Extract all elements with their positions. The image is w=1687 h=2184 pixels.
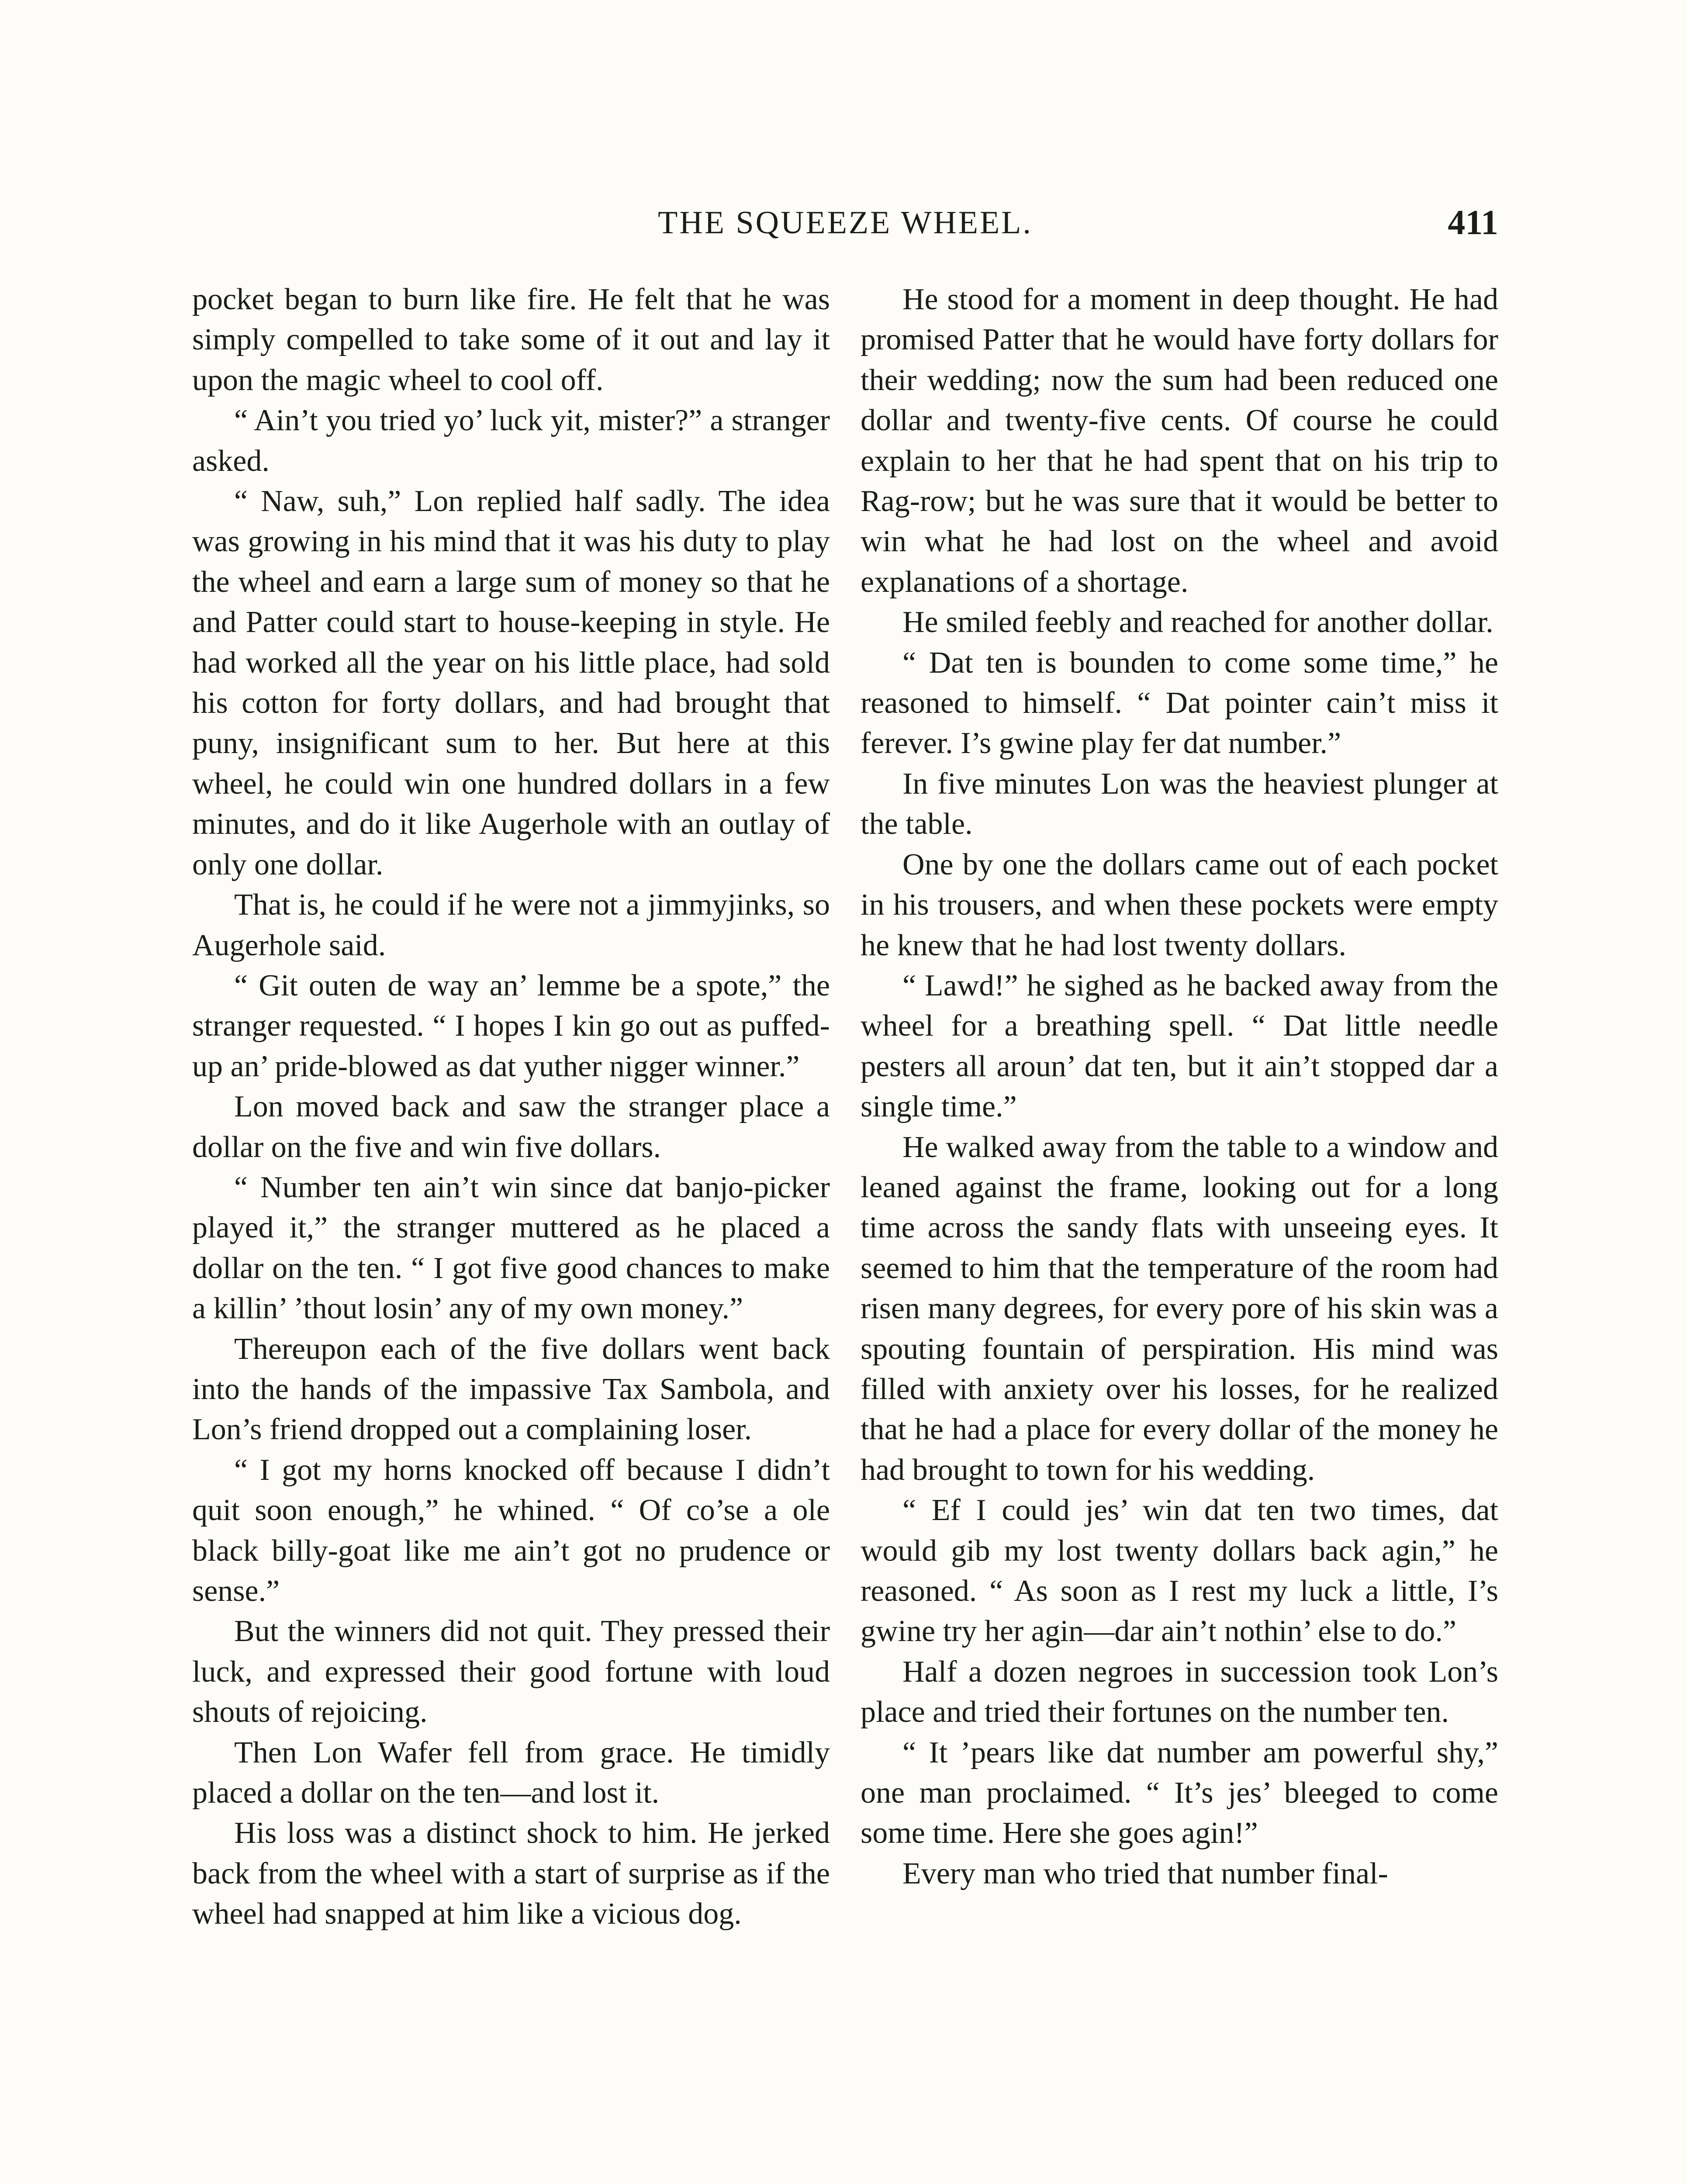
paragraph: Every man who tried that number final- (902, 1856, 1388, 1890)
paragraph: His loss was a distinct shock to him. He jerked back from the wheel with a start of surprise as if the wheel had snapped at him like a vicious dog. (192, 1816, 830, 1931)
left-column (192, 280, 830, 1935)
paragraph: “ Ain’t you tried yo’ luck yit, mister?” a stranger asked. (192, 404, 830, 478)
paragraph: He walked away from the table to a window and leaned against the frame, looking out for a long time across the sandy flats with unseeing eyes. It seemed to him that the temperature of the room had risen many degrees, for every pore of his skin was a spouting fountain of perspiration. His mind was filled with anxiety over his losses, for he realized that he had a place for every dollar of the money he had brought to town for his wedding. (861, 1130, 1498, 1487)
paragraph: “ Number ten ain’t win since dat banjo-picker played it,” the stranger muttered as he placed a dollar on the ten. “ I got five good chances to make a killin’ ’thout losin’ any of my own money.” (192, 1170, 830, 1326)
paragraph: “ Ef I could jes’ win dat ten two times, dat would gib my lost twenty dollars back agin,” he reasoned. “ As soon as I rest my luck a little, I’s gwine try her agin—dar ain’t nothin’ else to do.” (861, 1493, 1498, 1648)
paragraph: “ Git outen de way an’ lemme be a spote,” the stranger requested. “ I hopes I kin go out as puffed-up an’ pride-blowed as dat yuther nigger winner.” (192, 968, 830, 1083)
paragraph: But the winners did not quit. They pressed their luck, and expressed their good fortune with loud shouts of rejoicing. (192, 1614, 830, 1729)
paragraph: “ Naw, suh,” Lon replied half sadly. The idea was growing in his mind that it was his duty to play the wheel and earn a large sum of money so that he and Patter could start to house-keeping in style. He had worked all the year on his little place, had sold his cotton for forty dollars, and had brought that puny, insignificant sum to her. But here at this wheel, he could win one hundred dollars in a few minutes, and do it like Augerhole with an outlay of only one dollar. (192, 484, 830, 881)
paragraph: In five minutes Lon was the heaviest plunger at the table. (861, 767, 1498, 841)
right-column (861, 280, 1498, 1894)
paragraph: One by one the dollars came out of each pocket in his trousers, and when these pockets were empty he knew that he had lost twenty dollars. (861, 847, 1498, 962)
paragraph: Half a dozen negroes in succession took Lon’s place and tried their fortunes on the number ten. (861, 1655, 1498, 1729)
paragraph: “ Dat ten is bounden to come some time,” he reasoned to himself. “ Dat pointer cain’t miss it ferever. I’s gwine play fer dat number.” (861, 646, 1498, 760)
paragraph: He stood for a moment in deep thought. He had promised Patter that he would have forty dollars for their wedding; now the sum had been reduced one dollar and twenty-five cents. Of course he could explain to her that he had spent that on his trip to Rag-row; but he was sure that it would be better to win what he had lost on the wheel and avoid explanations of a shortage. (861, 283, 1498, 599)
page-header (192, 199, 1498, 247)
paragraph: That is, he could if he were not a jimmyjinks, so Augerhole said. (192, 888, 830, 962)
paragraph: Then Lon Wafer fell from grace. He timidly placed a dollar on the ten—and lost it. (192, 1735, 830, 1810)
paragraph: “ It ’pears like dat number am powerful shy,” one man proclaimed. “ It’s jes’ bleeged to come some time. Here she goes agin!” (861, 1735, 1498, 1850)
paragraph: He smiled feebly and reached for another dollar. (902, 605, 1493, 639)
paragraph: “ Lawd!” he sighed as he backed away from the wheel for a breathing spell. “ Dat little needle pesters all aroun’ dat ten, but it ain’t stopped dar a single time.” (861, 968, 1498, 1124)
page-number: 411 (1448, 204, 1498, 242)
paragraph: pocket began to burn like fire. He felt that he was simply compelled to take some of it out and lay it upon the magic wheel to cool off. (192, 283, 830, 397)
paragraph: “ I got my horns knocked off because I didn’t quit soon enough,” he whined. “ Of co’se a ole black billy-goat like me ain’t got no prudence or sense.” (192, 1453, 830, 1608)
paragraph: Lon moved back and saw the stranger place a dollar on the five and win five dollars. (192, 1090, 830, 1164)
paragraph: Thereupon each of the five dollars went back into the hands of the impassive Tax Sambola, and Lon’s friend dropped out a complaining loser. (192, 1332, 830, 1447)
running-title: THE SQUEEZE WHEEL. (658, 205, 1033, 241)
